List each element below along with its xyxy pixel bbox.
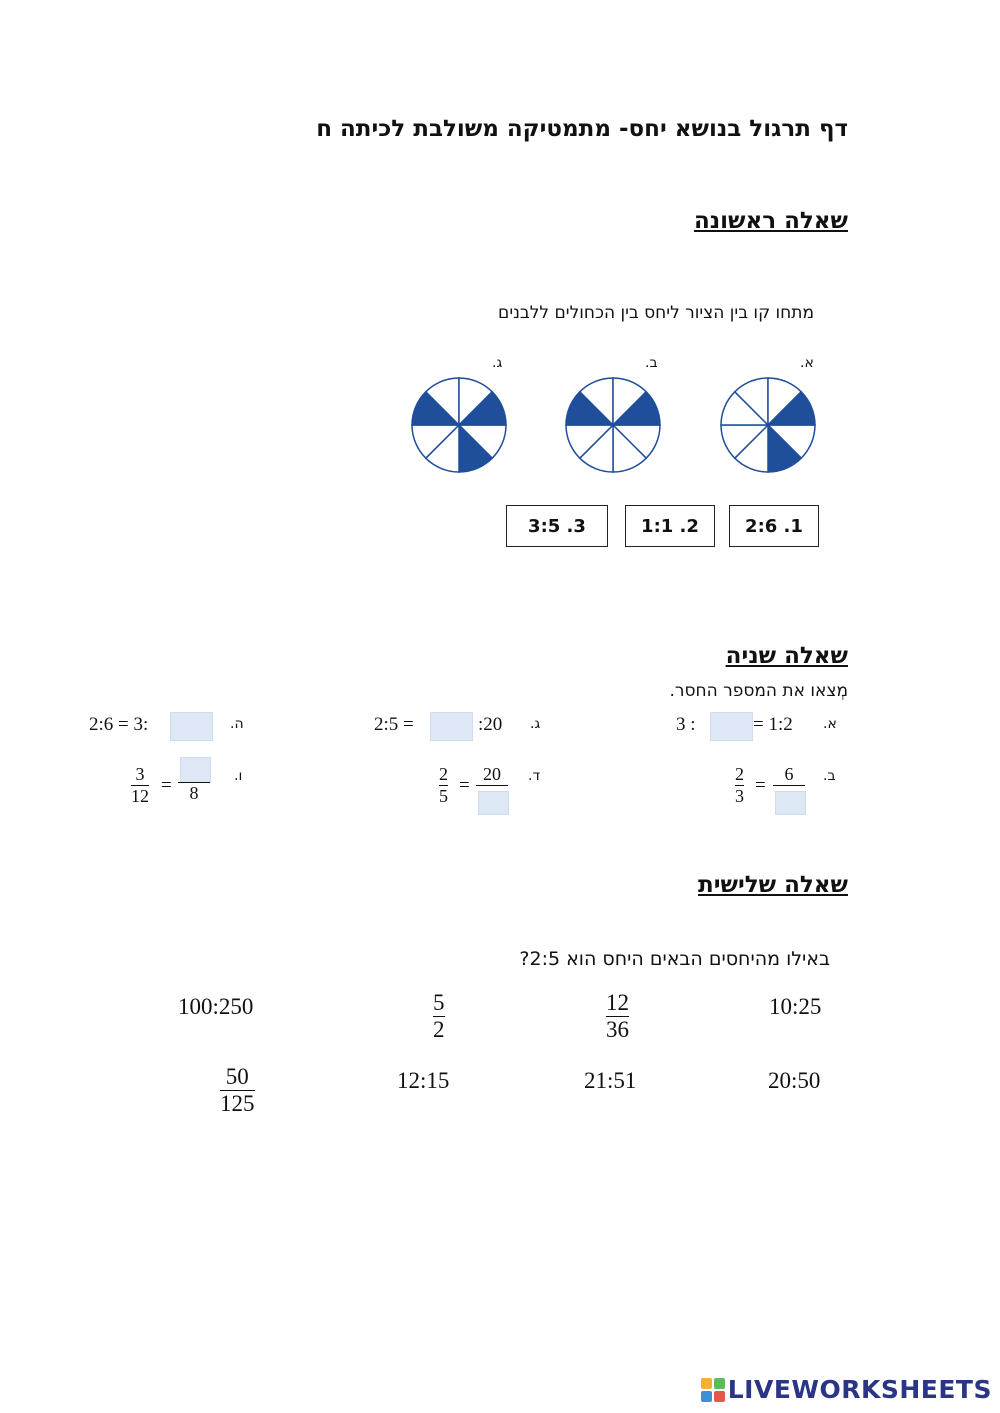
q3-option-12-36-denominator: 36 (606, 1017, 629, 1042)
question-3-heading: שאלה שלישית (698, 872, 848, 898)
question-3-instruction: באילו מהיחסים הבאים היחס הוא 2:5? (519, 948, 830, 970)
q2d-left-numerator: 2 (439, 764, 448, 784)
q2b-right-numerator: 6 (784, 764, 794, 784)
q2c-label: ג. (530, 716, 541, 732)
q3-option-12-36-numerator: 12 (606, 990, 629, 1015)
liveworksheets-logo (700, 1375, 992, 1404)
q2b-label: ב. (823, 768, 836, 784)
question-1-instruction: מתחו קו בין הציור ליחס בין הכחולים ללבנים (498, 303, 814, 323)
liveworksheets-logo-text: LIVEWORKSHEETS (727, 1375, 992, 1404)
q3-option-12-36[interactable] (606, 990, 629, 1043)
q3-option-12-15[interactable]: 12:15 (397, 1068, 450, 1093)
q3-option-10-25[interactable]: 10:25 (769, 994, 822, 1019)
q2f-left-numerator: 3 (135, 764, 145, 784)
question-2-heading: שאלה שניה (725, 643, 848, 669)
q2b-left-fraction (735, 764, 744, 807)
ratio-option-3[interactable] (506, 505, 608, 547)
q2e-label: ה. (230, 716, 244, 732)
q2c-answer-input[interactable] (431, 713, 472, 740)
q3-option-50-125-numerator: 50 (225, 1064, 249, 1089)
liveworksheets-logo-icon (700, 1377, 726, 1403)
circle-c-pie[interactable] (409, 377, 509, 474)
q2f-label: ו. (234, 768, 243, 784)
q3-option-100-250[interactable]: 100:250 (178, 994, 254, 1019)
ratio-option-3-label: 3:5 .3 (528, 515, 586, 537)
q2b-answer-input[interactable] (776, 792, 805, 814)
q2c-ratio-right: :20 (478, 714, 503, 735)
q2d-answer-box[interactable] (478, 791, 509, 815)
q2f-answer-input[interactable] (181, 758, 210, 782)
q2a-answer-input[interactable] (711, 713, 752, 740)
q2e-answer-input[interactable] (171, 713, 212, 740)
q2b-left-numerator: 2 (735, 764, 744, 784)
ratio-option-2-label: 1:1 .2 (641, 515, 699, 537)
circle-b-pie[interactable] (563, 377, 663, 474)
q2b-left-denominator: 3 (735, 786, 744, 806)
q3-option-21-51[interactable]: 21:51 (584, 1068, 637, 1093)
q2d-left-denominator: 5 (439, 786, 448, 806)
q2d-equals: = (459, 775, 470, 796)
circle-b-label: ב. (645, 355, 658, 371)
q2f-left-fraction (131, 764, 149, 807)
q3-option-5-2-denominator: 2 (433, 1017, 445, 1042)
q2b-answer-box[interactable] (775, 791, 806, 815)
q2f-answer-box[interactable] (180, 757, 211, 783)
q2a-answer-box[interactable] (710, 712, 753, 741)
q2c-answer-box[interactable] (430, 712, 473, 741)
q2d-right-fraction (476, 764, 508, 786)
q2e-answer-box[interactable] (170, 712, 213, 741)
ratio-option-1[interactable] (729, 505, 819, 547)
q2f-left-denominator: 12 (131, 786, 149, 806)
q3-option-5-2-numerator: 5 (433, 990, 445, 1015)
q2f-right-fraction (178, 782, 210, 804)
q2d-right-numerator: 20 (483, 764, 501, 784)
question-1-heading: שאלה ראשונה (693, 208, 848, 234)
q2f-right-denominator: 8 (189, 783, 199, 803)
ratio-option-2[interactable] (625, 505, 715, 547)
q2c-ratio-left: 2:5 = (374, 714, 414, 735)
fraction-bar (773, 785, 805, 786)
page-title: דף תרגול בנושא יחס- מתמטיקה משולבת לכיתה ח (316, 116, 848, 142)
q3-option-50-125-denominator: 125 (220, 1091, 255, 1116)
q2a-ratio: = 1:2 (753, 714, 793, 735)
q2d-answer-input[interactable] (479, 792, 508, 814)
q2e-ratio-left: 2:6 = 3: (89, 714, 149, 735)
question-2-instruction: מְצאו את המספר החסר. (669, 681, 848, 701)
fraction-bar (476, 785, 508, 786)
q2a-ratio-left: 3 : (676, 714, 696, 735)
q2f-equals: = (161, 775, 172, 796)
q2b-equals: = (755, 775, 766, 796)
q3-option-20-50[interactable]: 20:50 (768, 1068, 821, 1093)
q3-option-50-125[interactable] (220, 1064, 255, 1117)
q2d-left-fraction (439, 764, 448, 807)
q2b-right-fraction (773, 764, 805, 786)
circle-c-label: ג. (492, 355, 503, 371)
circle-a-pie[interactable] (718, 377, 818, 474)
ratio-option-1-label: 2:6 .1 (745, 515, 803, 537)
q2a-label: א. (823, 716, 837, 732)
q3-option-5-2[interactable] (433, 990, 445, 1043)
q2d-label: ד. (528, 768, 541, 784)
circle-a-label: א. (800, 355, 814, 371)
